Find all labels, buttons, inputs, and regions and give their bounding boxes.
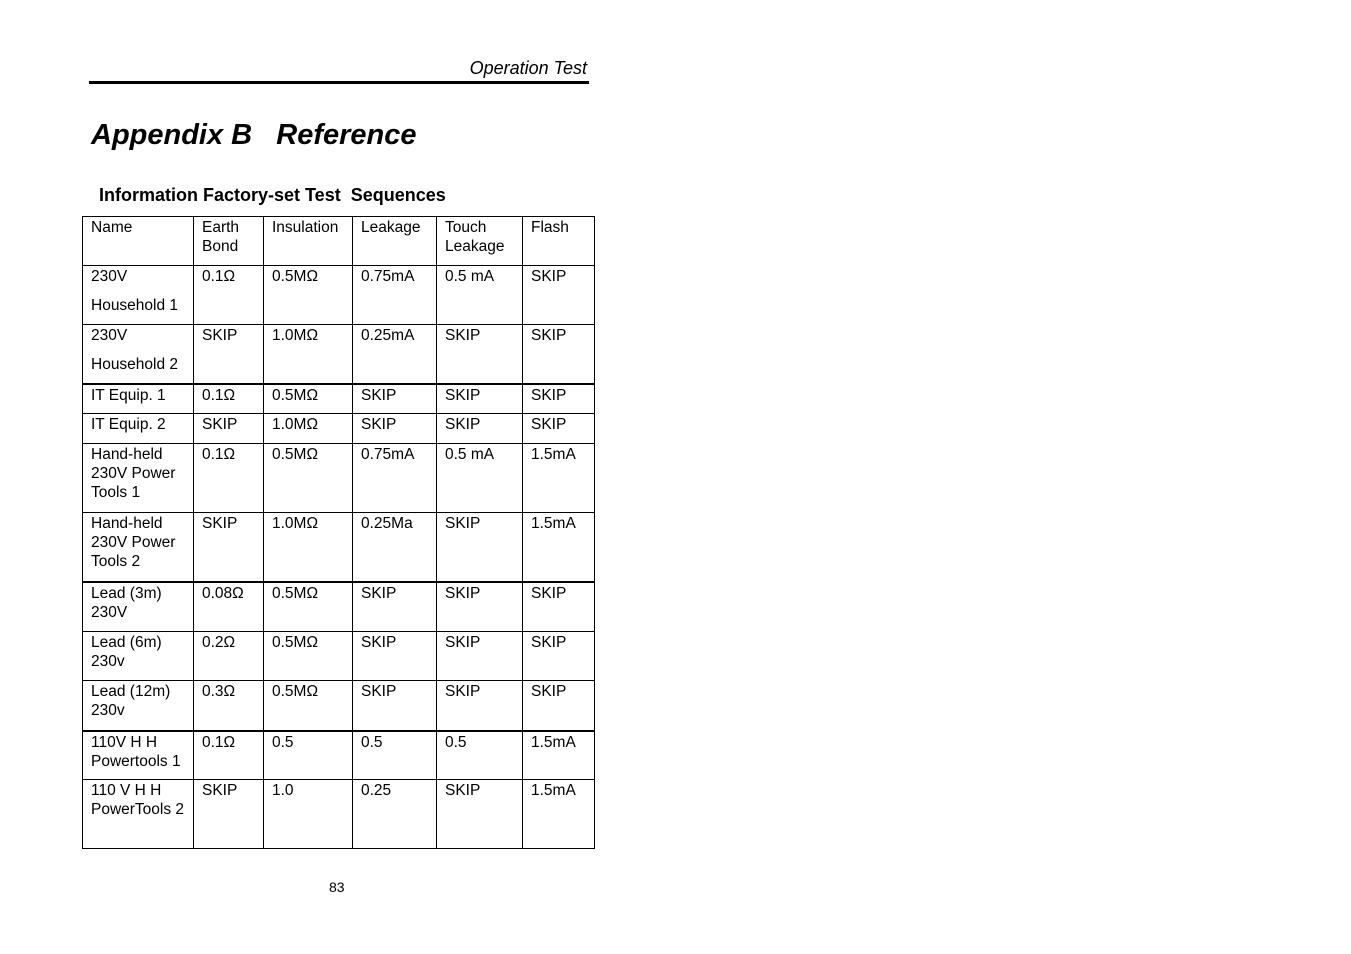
table-cell-touch-leakage: 0.5 mA (437, 266, 523, 325)
table-cell-insulation: 0.5MΩ (264, 582, 353, 632)
table-header-row (83, 217, 595, 266)
table-row (83, 731, 595, 780)
table-cell-name: Lead (12m) 230v (83, 681, 194, 731)
table-row (83, 780, 595, 849)
table-cell-name: Lead (6m) 230v (83, 632, 194, 681)
table-cell-earth-bond: SKIP (194, 325, 264, 384)
table-cell-touch-leakage: SKIP (437, 632, 523, 681)
table-cell-name: IT Equip. 1 (83, 384, 194, 414)
table-cell-name: IT Equip. 2 (83, 414, 194, 444)
table-cell-insulation: 0.5MΩ (264, 444, 353, 513)
table-cell-insulation: 0.5MΩ (264, 384, 353, 414)
table-row (83, 632, 595, 681)
table-cell-leakage: 0.25Ma (353, 513, 437, 582)
table-cell-leakage: 0.5 (353, 731, 437, 780)
table-cell-leakage: SKIP (353, 632, 437, 681)
table-cell-touch-leakage: SKIP (437, 681, 523, 731)
table-row (83, 681, 595, 731)
table-cell-flash: 1.5mA (523, 731, 595, 780)
table-cell-flash: 1.5mA (523, 444, 595, 513)
table-row (83, 414, 595, 444)
column-header: Name (83, 217, 194, 266)
table-cell-insulation: 0.5MΩ (264, 632, 353, 681)
table-cell-insulation: 1.0MΩ (264, 513, 353, 582)
table-row (83, 266, 595, 325)
table-cell-flash: SKIP (523, 414, 595, 444)
table-cell-touch-leakage: SKIP (437, 513, 523, 582)
table-cell-flash: SKIP (523, 582, 595, 632)
table-cell-earth-bond: SKIP (194, 414, 264, 444)
table-cell-leakage: SKIP (353, 414, 437, 444)
section-title: Information Factory-set Test Sequences (99, 185, 446, 205)
table-cell-leakage: SKIP (353, 582, 437, 632)
table-cell-insulation: 1.0MΩ (264, 325, 353, 384)
table-row (83, 513, 595, 582)
table-cell-insulation: 1.0MΩ (264, 414, 353, 444)
table-row (83, 325, 595, 384)
table-cell-leakage: SKIP (353, 681, 437, 731)
table-cell-touch-leakage: SKIP (437, 384, 523, 414)
table-cell-name: Hand-held 230V Power Tools 1 (83, 444, 194, 513)
table-row (83, 582, 595, 632)
table-cell-name: 230V Household 2 (83, 325, 194, 384)
table-cell-earth-bond: 0.1Ω (194, 266, 264, 325)
table-cell-leakage: 0.25 (353, 780, 437, 849)
table-cell-earth-bond: SKIP (194, 513, 264, 582)
table-cell-insulation: 1.0 (264, 780, 353, 849)
table-cell-touch-leakage: SKIP (437, 325, 523, 384)
table-cell-earth-bond: SKIP (194, 780, 264, 849)
table-cell-flash: 1.5mA (523, 513, 595, 582)
appendix-title: Appendix B Reference (91, 119, 417, 151)
column-header: Touch Leakage (437, 217, 523, 266)
page-number: 83 (329, 879, 345, 895)
table-cell-leakage: 0.75mA (353, 266, 437, 325)
running-header-title: Operation Test (469, 58, 587, 78)
table-cell-earth-bond: 0.1Ω (194, 384, 264, 414)
table-cell-earth-bond: 0.08Ω (194, 582, 264, 632)
table-cell-name: 110V H H Powertools 1 (83, 731, 194, 780)
table-cell-insulation: 0.5MΩ (264, 266, 353, 325)
table-cell-insulation: 0.5MΩ (264, 681, 353, 731)
column-header: Earth Bond (194, 217, 264, 266)
table-cell-earth-bond: 0.3Ω (194, 681, 264, 731)
table-cell-flash: SKIP (523, 325, 595, 384)
table-cell-touch-leakage: 0.5 (437, 731, 523, 780)
table-row (83, 444, 595, 513)
table-cell-touch-leakage: SKIP (437, 414, 523, 444)
test-sequence-table (82, 216, 595, 849)
table-cell-touch-leakage: SKIP (437, 780, 523, 849)
table-cell-flash: SKIP (523, 266, 595, 325)
table-cell-flash: SKIP (523, 384, 595, 414)
running-header (89, 56, 589, 84)
column-header: Leakage (353, 217, 437, 266)
table-cell-earth-bond: 0.1Ω (194, 444, 264, 513)
table-cell-insulation: 0.5 (264, 731, 353, 780)
table-cell-touch-leakage: 0.5 mA (437, 444, 523, 513)
table-cell-flash: SKIP (523, 632, 595, 681)
table-cell-leakage: SKIP (353, 384, 437, 414)
table-cell-flash: 1.5mA (523, 780, 595, 849)
table-cell-name: 110 V H H PowerTools 2 (83, 780, 194, 849)
table-cell-touch-leakage: SKIP (437, 582, 523, 632)
column-header: Insulation (264, 217, 353, 266)
table-cell-earth-bond: 0.1Ω (194, 731, 264, 780)
table-cell-name: Hand-held 230V Power Tools 2 (83, 513, 194, 582)
table-cell-earth-bond: 0.2Ω (194, 632, 264, 681)
table-cell-flash: SKIP (523, 681, 595, 731)
table-cell-leakage: 0.25mA (353, 325, 437, 384)
table-cell-leakage: 0.75mA (353, 444, 437, 513)
column-header: Flash (523, 217, 595, 266)
table-row (83, 384, 595, 414)
table-cell-name: 230V Household 1 (83, 266, 194, 325)
table-cell-name: Lead (3m) 230V (83, 582, 194, 632)
